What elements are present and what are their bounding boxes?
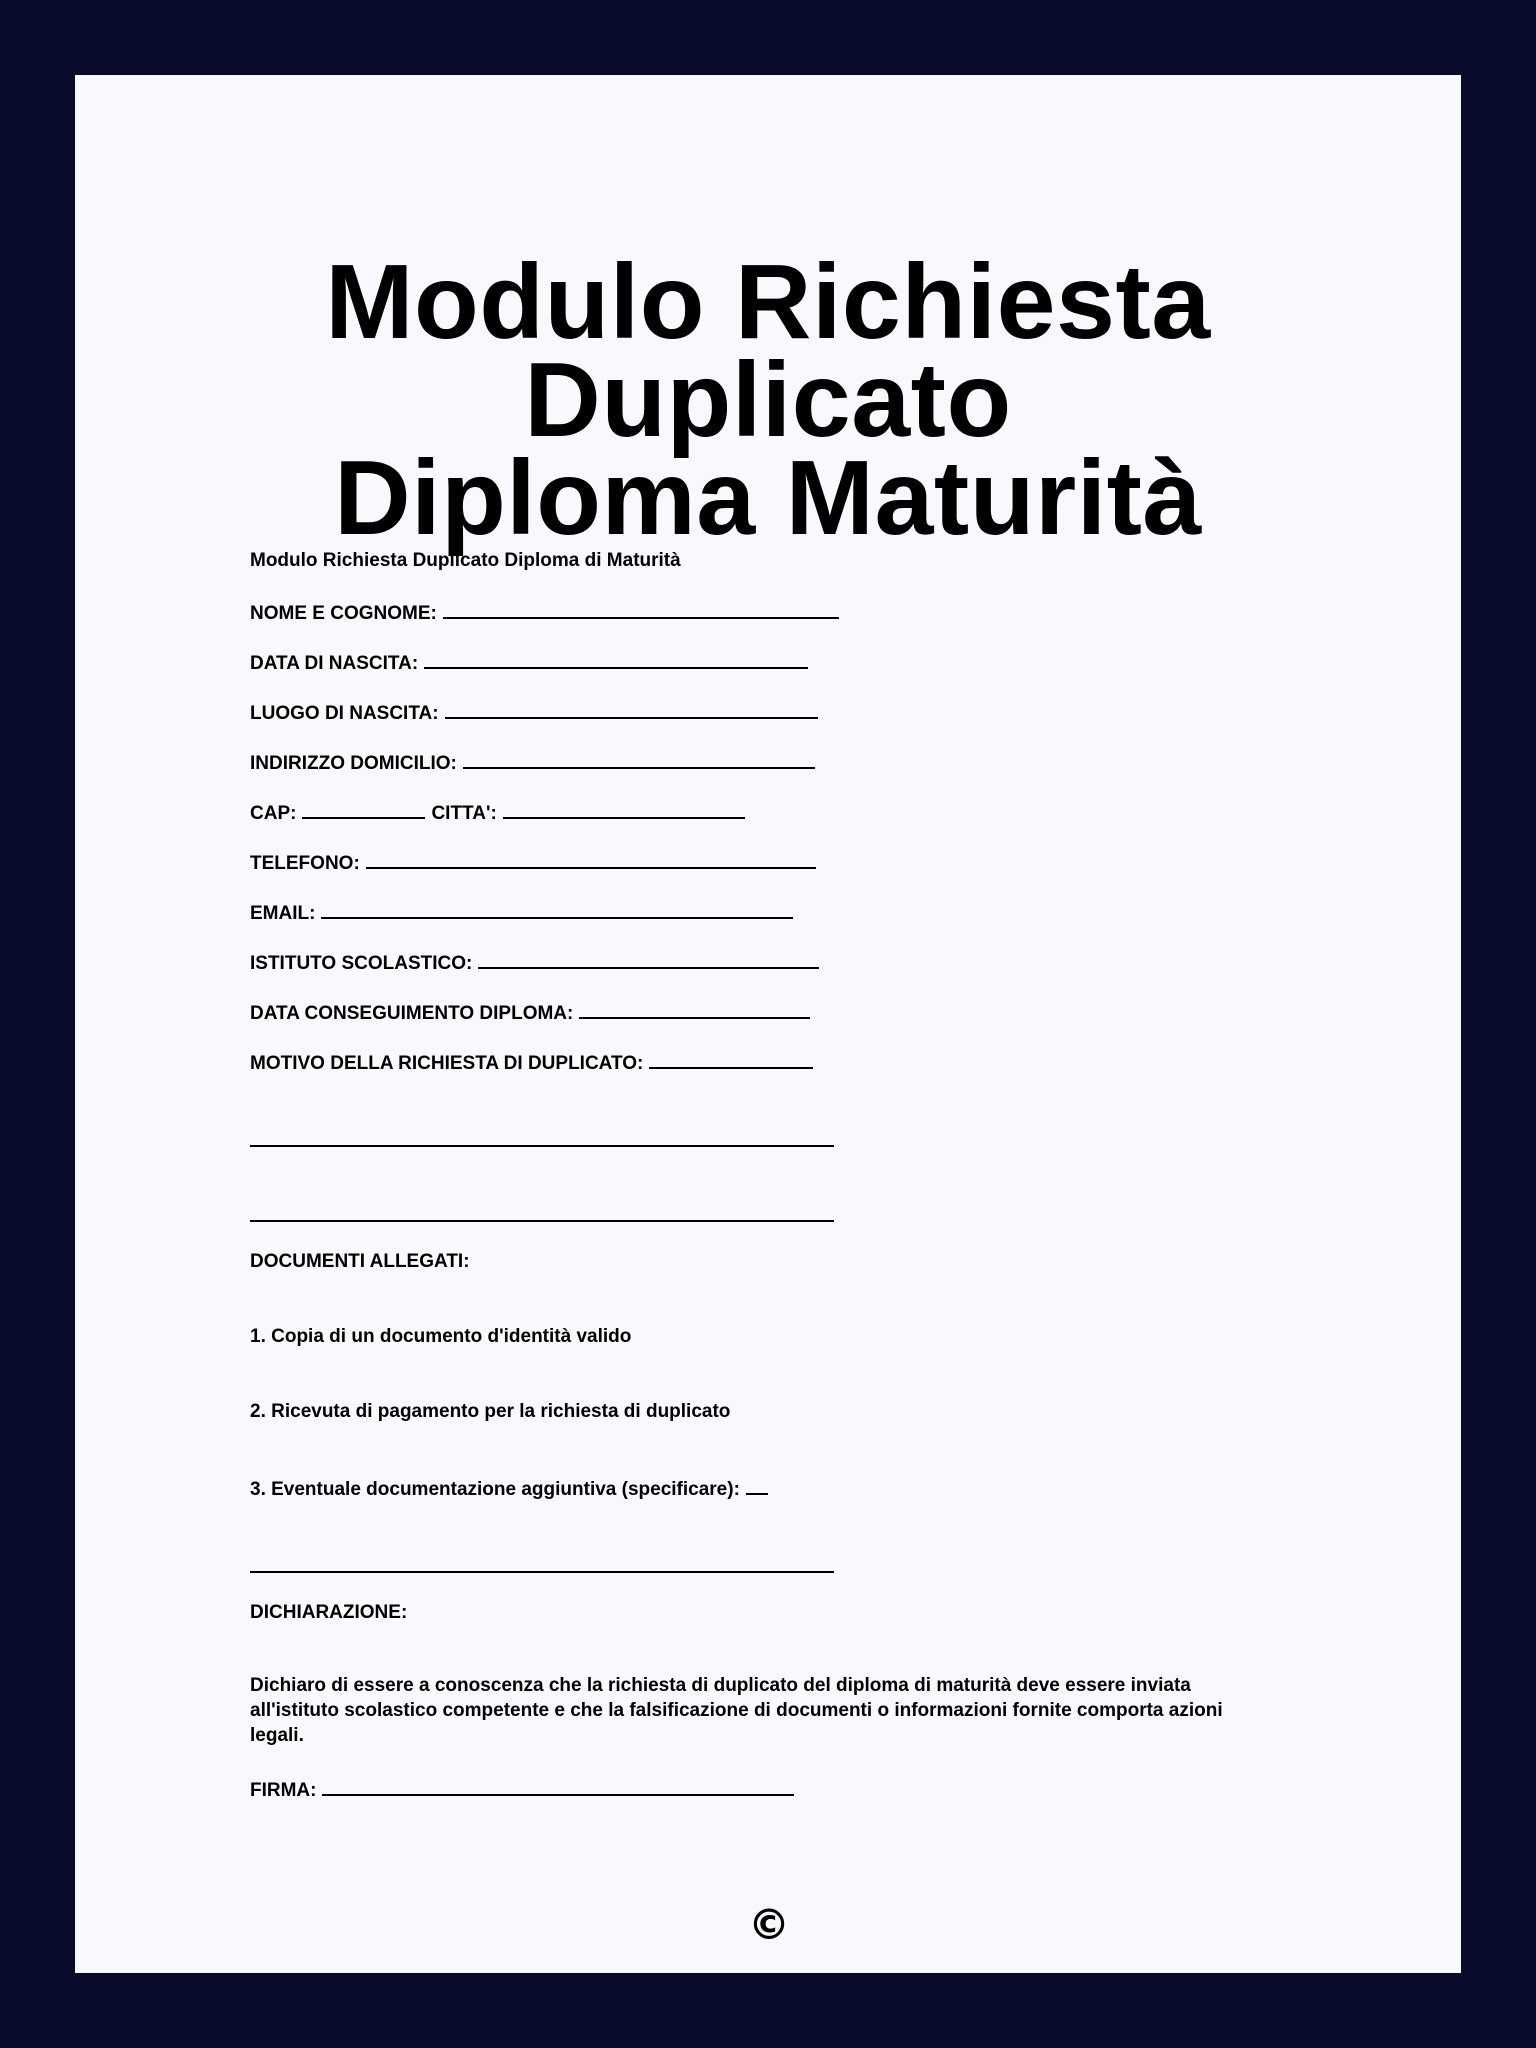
- name-field: [250, 600, 839, 625]
- signature-field: [250, 1777, 794, 1802]
- signature-label: FIRMA:: [250, 1780, 317, 1801]
- reason-blank-line[interactable]: [649, 1050, 813, 1069]
- copyright-icon: ©: [748, 1900, 790, 1949]
- attachment-item-2: 2. Ricevuta di pagamento per la richiesta di duplicato: [250, 1401, 731, 1422]
- cap-city-field: [250, 800, 745, 825]
- school-field: [250, 950, 819, 975]
- birth-date-field: [250, 650, 808, 675]
- reason-field: [250, 1050, 813, 1075]
- reason-continuation-line-1[interactable]: [250, 1145, 834, 1147]
- diploma-date-field: [250, 1000, 810, 1025]
- address-label: INDIRIZZO DOMICILIO:: [250, 753, 457, 774]
- city-label: CITTA':: [431, 803, 497, 824]
- school-label: ISTITUTO SCOLASTICO:: [250, 953, 473, 974]
- birth-place-blank-line[interactable]: [445, 700, 818, 719]
- declaration-text: Dichiaro di essere a conoscenza che la richiesta di duplicato del diploma di maturità deve essere inviata all'istituto scolastico competente e che la falsificazione di documenti o informazioni fornite comporta azioni legali.: [250, 1675, 1223, 1746]
- attachment-continuation-line[interactable]: [250, 1571, 834, 1573]
- phone-label: TELEFONO:: [250, 853, 360, 874]
- reason-continuation-line-2[interactable]: [250, 1220, 834, 1222]
- document-title: [75, 243, 1461, 557]
- attachment-item-3-label: 3. Eventuale documentazione aggiuntiva (specificare):: [250, 1479, 740, 1500]
- email-blank-line[interactable]: [321, 900, 793, 919]
- document-title-line-2: Diploma Maturità: [334, 439, 1202, 557]
- birth-date-blank-line[interactable]: [424, 650, 808, 669]
- cap-blank-line[interactable]: [302, 800, 425, 819]
- attachments-heading: DOCUMENTI ALLEGATI:: [250, 1251, 470, 1272]
- form-heading: Modulo Richiesta Duplicato Diploma di Maturità: [250, 550, 681, 571]
- address-field: [250, 750, 815, 775]
- email-label: EMAIL:: [250, 903, 316, 924]
- birth-place-field: [250, 700, 818, 725]
- reason-label: MOTIVO DELLA RICHIESTA DI DUPLICATO:: [250, 1053, 644, 1074]
- birth-place-label: LUOGO DI NASCITA:: [250, 703, 439, 724]
- attachment-item-3: [250, 1476, 768, 1501]
- attachment-item-3-blank-line[interactable]: [746, 1476, 768, 1495]
- document-title-line-1: Modulo Richiesta Duplicato: [325, 243, 1211, 459]
- declaration-heading: DICHIARAZIONE:: [250, 1602, 408, 1623]
- phone-blank-line[interactable]: [366, 850, 816, 869]
- signature-blank-line[interactable]: [322, 1777, 794, 1796]
- attachment-item-1: 1. Copia di un documento d'identità valido: [250, 1326, 632, 1347]
- name-label: NOME E COGNOME:: [250, 603, 437, 624]
- name-blank-line[interactable]: [443, 600, 839, 619]
- email-field: [250, 900, 793, 925]
- document-page: [75, 75, 1461, 1973]
- diploma-date-label: DATA CONSEGUIMENTO DIPLOMA:: [250, 1003, 574, 1024]
- address-blank-line[interactable]: [463, 750, 815, 769]
- city-blank-line[interactable]: [503, 800, 745, 819]
- school-blank-line[interactable]: [478, 950, 819, 969]
- cap-label: CAP:: [250, 803, 297, 824]
- phone-field: [250, 850, 816, 875]
- diploma-date-blank-line[interactable]: [579, 1000, 810, 1019]
- birth-date-label: DATA DI NASCITA:: [250, 653, 419, 674]
